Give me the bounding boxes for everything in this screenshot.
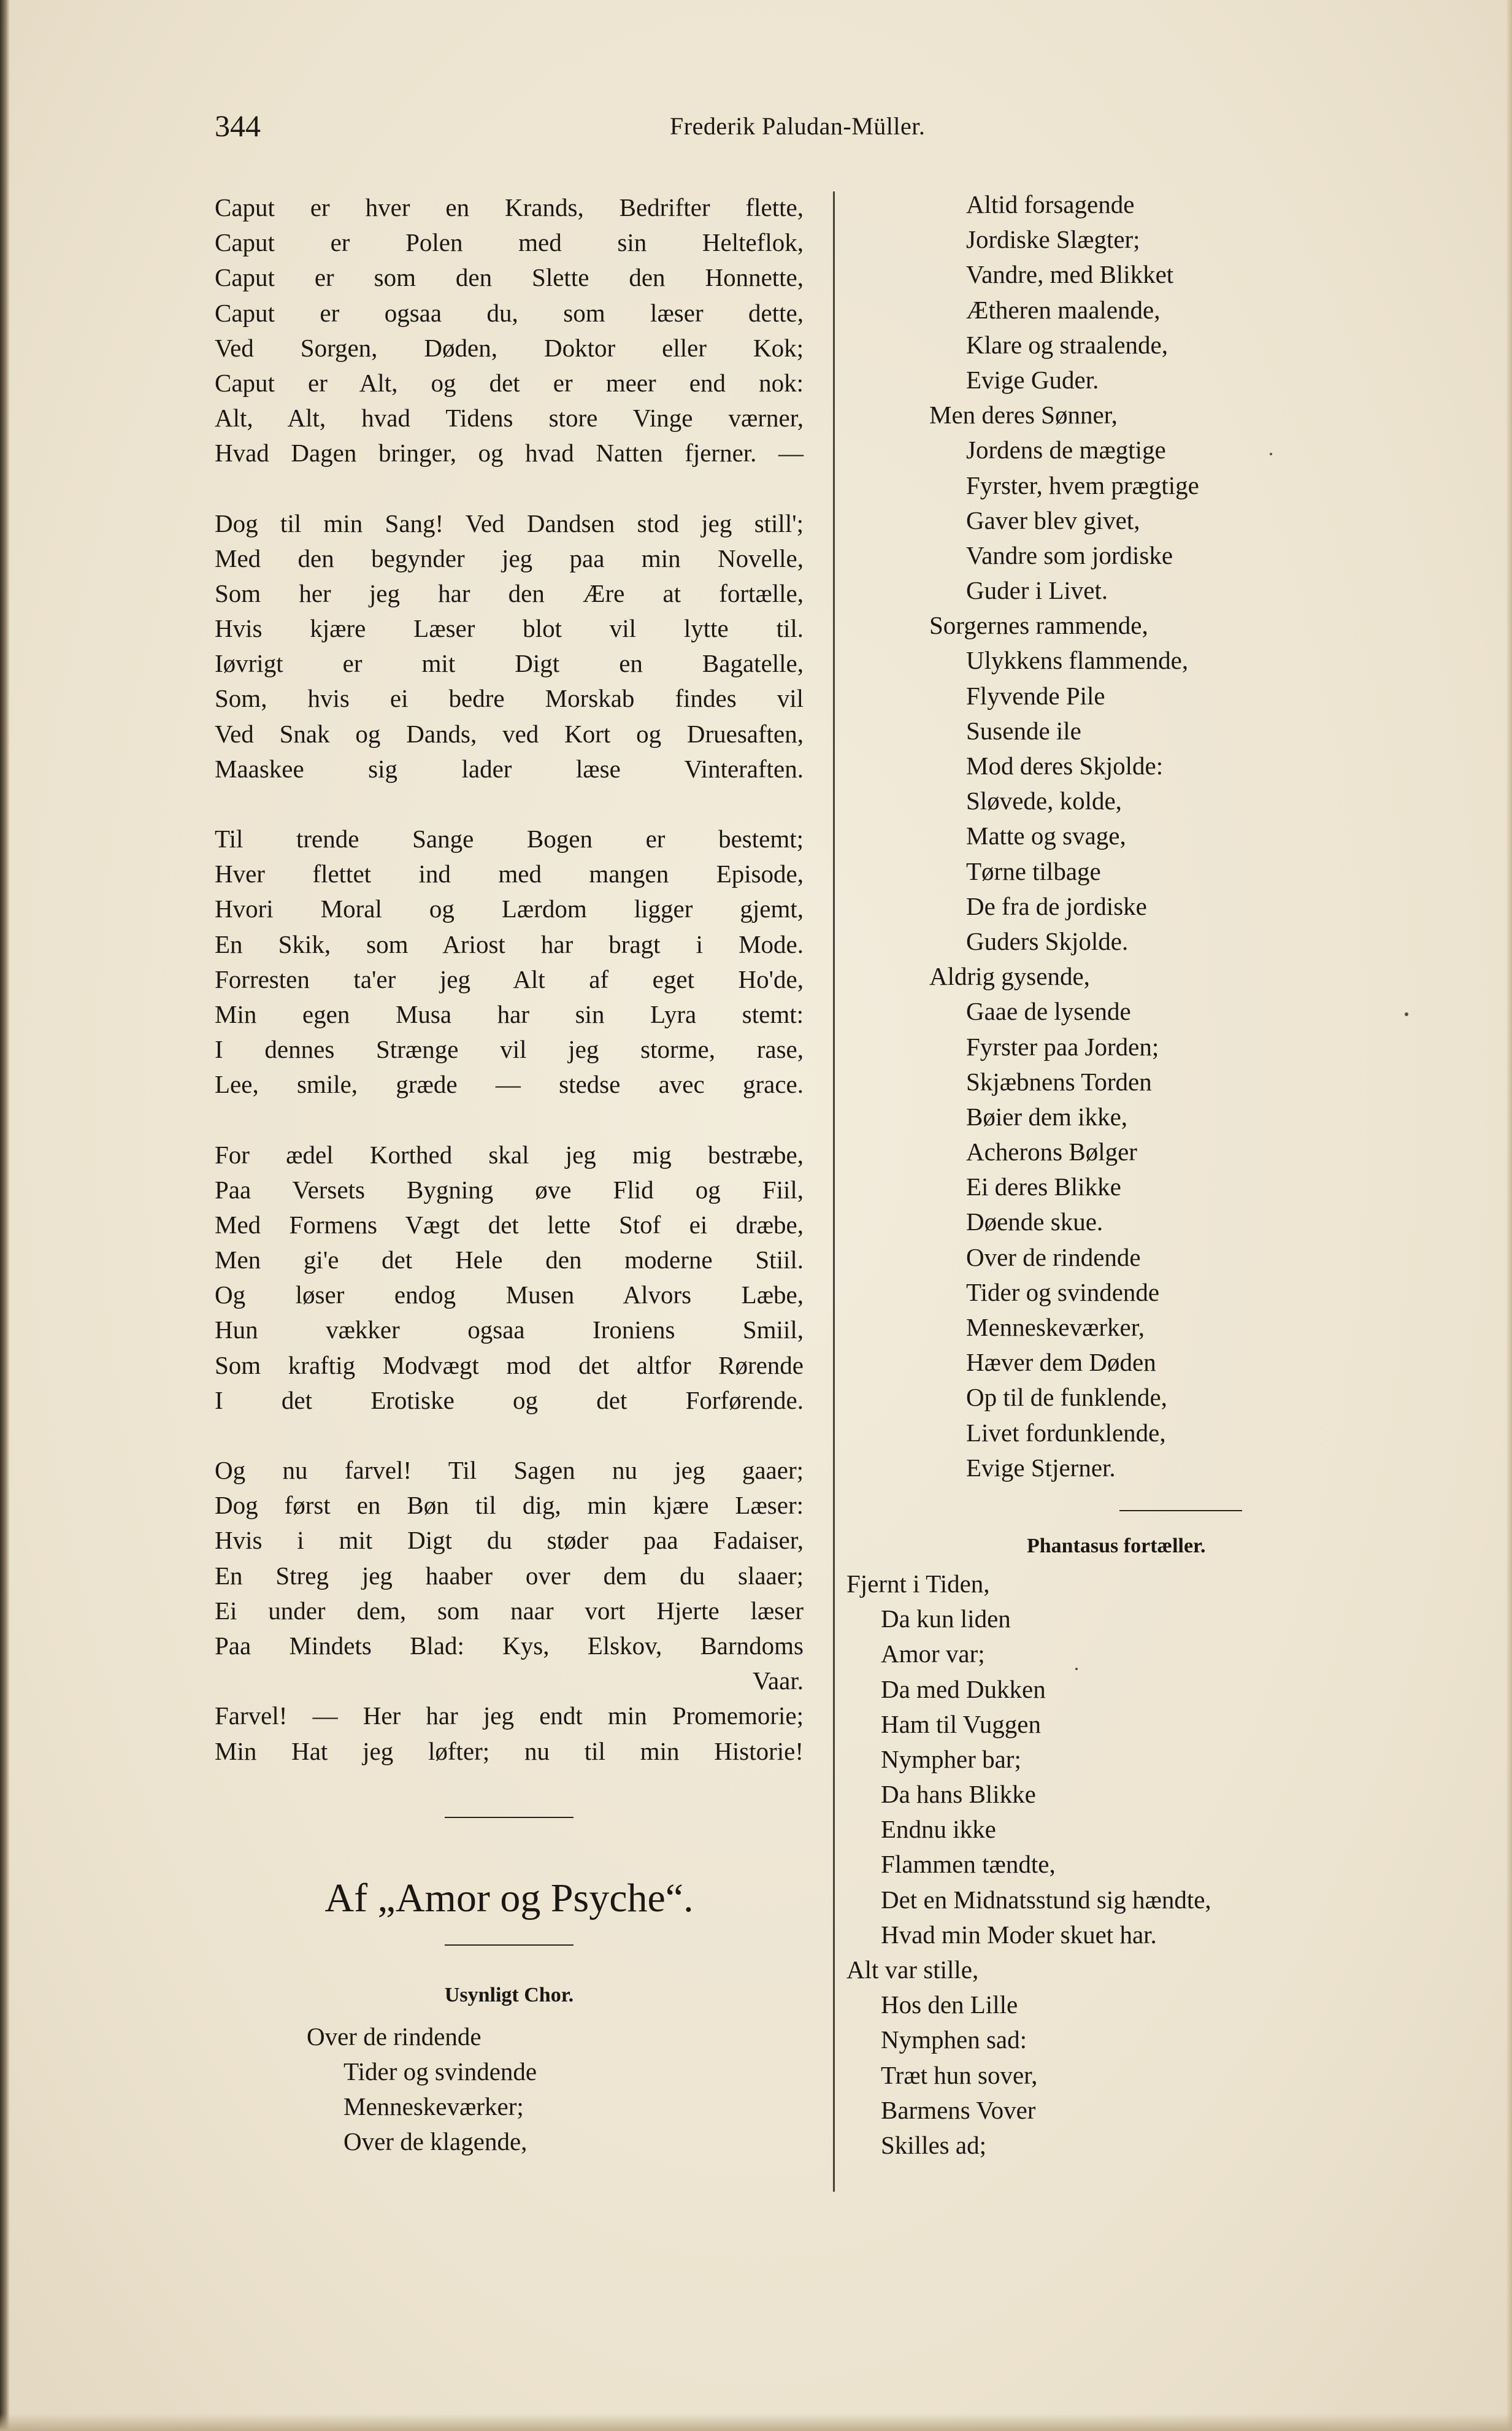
verse-line: Sorgernes rammende,	[929, 611, 1148, 640]
verse-line: Dog først en Bøn til dig, min kjære Læser:	[215, 1491, 804, 1520]
verse-line: Evige Guder.	[966, 365, 1099, 394]
verse-line: Skilles ad;	[881, 2130, 986, 2159]
verse-line: Over de rindende	[966, 1242, 1141, 1271]
verse-line: Altid forsagende	[966, 190, 1135, 218]
verse-line: Caput er Polen med sin Helteflok,	[215, 228, 804, 257]
verse-line: Alt var stille,	[846, 1955, 979, 1984]
paper-speck	[1405, 1012, 1408, 1016]
verse-line: En Skik, som Ariost har bragt i Mode.	[215, 930, 804, 958]
verse-line: Tørne tilbage	[966, 857, 1101, 885]
verse-line: Vandre som jordiske	[966, 541, 1173, 569]
stanza	[215, 190, 804, 471]
chor-verse	[215, 2019, 804, 2160]
verse-line: Caput er Alt, og det er meer end nok:	[215, 368, 804, 397]
verse-line: Hun vækker ogsaa Ironiens Smiil,	[215, 1316, 804, 1344]
verse-line: De fra de jordiske	[966, 892, 1147, 920]
final-stanza-lines	[215, 1453, 804, 1663]
paper-speck	[1075, 1668, 1078, 1670]
verse-line: Guder i Livet.	[966, 576, 1108, 605]
page-left-edge-shadow	[0, 0, 10, 2431]
verse-line: Hvori Moral og Lærdom ligger gjemt,	[215, 895, 804, 923]
verse-line: Fjernt i Tiden,	[846, 1569, 990, 1598]
verse-line: Hvad Dagen bringer, og hvad Natten fjerner. —	[215, 439, 804, 468]
right-column	[846, 187, 1460, 2163]
verse-line: Skjæbnens Torden	[966, 1067, 1152, 1096]
verse-line: Vandre, med Blikket	[966, 260, 1174, 289]
verse-line: Træt hun sover,	[881, 2060, 1038, 2089]
verse-line: Men gi'e det Hele den moderne Stiil.	[215, 1246, 804, 1274]
verse-line: Klare og straalende,	[966, 330, 1168, 359]
verse-line: Men deres Sønner,	[929, 401, 1118, 430]
verse-line: Da kun liden	[881, 1605, 1011, 1633]
page-number: 344	[215, 109, 261, 143]
verse-line: Med den begynder jeg paa min Novelle,	[215, 544, 804, 572]
verse-line: Hvis kjære Læser blot vil lytte til.	[215, 614, 804, 643]
verse-line: Og løser endog Musen Alvors Læbe,	[215, 1281, 804, 1309]
verse-line: Susende ile	[966, 716, 1081, 745]
verse-line: Min egen Musa har sin Lyra stemt:	[215, 1000, 804, 1028]
verse-line: En Streg jeg haaber over dem du slaaer;	[215, 1561, 804, 1590]
verse-line: Som kraftig Modvægt mod det altfor Rørende	[215, 1350, 804, 1379]
verse-line: Over de klagende,	[343, 2127, 528, 2156]
verse-line: Iøvrigt er mit Digt en Bagatelle,	[215, 649, 804, 678]
verse-line: Farvel! — Her har jeg endt min Promemorie;	[215, 1701, 804, 1730]
running-head: Frederik Paludan-Müller.	[670, 112, 926, 140]
verse-line: Nympher bar;	[881, 1744, 1021, 1773]
verse-line: Ved Snak og Dands, ved Kort og Druesaften,	[215, 719, 804, 748]
verse-line: Min Hat jeg løfter; nu til min Historie!	[215, 1736, 804, 1765]
verse-line: Da med Dukken	[881, 1674, 1046, 1703]
stanza	[215, 822, 804, 1103]
verse-line: Nymphen sad:	[881, 2025, 1027, 2054]
verse-line: Caput er som den Slette den Honnette,	[215, 263, 804, 292]
verse-line: Hvis i mit Digt du støder paa Fadaiser,	[215, 1526, 804, 1555]
page-bottom-edge	[0, 2414, 1512, 2431]
verse-line: Maaskee sig lader læse Vinteraften.	[215, 754, 804, 783]
verse-line: Ei under dem, som naar vort Hjerte læser	[215, 1596, 804, 1625]
verse-line: Og nu farvel! Til Sagen nu jeg gaaer;	[215, 1456, 804, 1484]
verse-line: Dog til min Sang! Ved Dandsen stod jeg still';	[215, 509, 804, 537]
verse-line: Menneskeværker;	[343, 2092, 524, 2121]
verse-line: I det Erotiske og det Forførende.	[215, 1385, 804, 1414]
phantasus-heading: Phantasus fortæller.	[1027, 1534, 1206, 1557]
verse-line: Ham til Vuggen	[881, 1709, 1041, 1738]
verse-line: Flammen tændte,	[881, 1850, 1056, 1879]
paper-speck	[1270, 453, 1272, 455]
section-title: Af „Amor og Psyche“.	[324, 1875, 694, 1921]
verse-line: Ulykkens flammende,	[966, 646, 1189, 675]
verse-line: Fyrster paa Jorden;	[966, 1032, 1159, 1061]
verse-line: Acherons Bølger	[966, 1138, 1137, 1166]
verse-line: Med Formens Vægt det lette Stof ei dræbe,	[215, 1210, 804, 1239]
verse-line: Lee, smile, græde — stedse avec grace.	[215, 1070, 804, 1099]
verse-line: Forresten ta'er jeg Alt af eget Ho'de,	[215, 965, 804, 993]
verse-line: Aldrig gysende,	[929, 962, 1090, 991]
verse-line: Som her jeg har den Ære at fortælle,	[215, 579, 804, 607]
verse-line: Sløvede, kolde,	[966, 787, 1122, 815]
verse-line: Op til de funklende,	[966, 1383, 1167, 1412]
verse-line: Alt, Alt, hvad Tidens store Vinge værner,	[215, 404, 804, 433]
final-stanza-closing-lines	[215, 1698, 804, 1768]
verse-turnover: Vaar.	[752, 1666, 804, 1695]
verse-line: Over de rindende	[307, 2022, 482, 2051]
verse-line: Gaver blev givet,	[966, 506, 1140, 534]
verse-line: Caput er ogsaa du, som læser dette,	[215, 298, 804, 327]
phantasus-verse	[846, 1566, 1460, 2163]
verse-line: Menneskeværker,	[966, 1313, 1145, 1341]
verse-line: Bøier dem ikke,	[966, 1102, 1128, 1131]
verse-line: Guders Skjolde.	[966, 927, 1129, 955]
verse-line: Tider og svindende	[343, 2057, 537, 2086]
verse-line: Flyvende Pile	[966, 681, 1105, 710]
verse-line: Fyrster, hvem prægtige	[966, 471, 1199, 499]
verse-line: Jordens de mægtige	[966, 436, 1166, 464]
verse-line: Til trende Sange Bogen er bestemt;	[215, 825, 804, 853]
verse-line: Da hans Blikke	[881, 1780, 1036, 1809]
verse-line: Hæver dem Døden	[966, 1348, 1156, 1377]
verse-line: Det en Midnatsstund sig hændte,	[881, 1885, 1211, 1914]
verse-line: Paa Mindets Blad: Kys, Elskov, Barndoms	[215, 1631, 804, 1660]
verse-line: For ædel Korthed skal jeg mig bestræbe,	[215, 1140, 804, 1169]
verse-line: Caput er hver en Krands, Bedrifter flette,	[215, 193, 804, 222]
verse-line: Mod deres Skjolde:	[966, 752, 1164, 780]
verse-line: Livet fordunklende,	[966, 1418, 1166, 1447]
verse-line: Endnu ikke	[881, 1815, 996, 1844]
verse-line: Hvad min Moder skuet har.	[881, 1920, 1157, 1949]
verse-line: Jordiske Slægter;	[966, 225, 1140, 254]
page-right-edge	[1506, 0, 1512, 2431]
verse-line: Ei deres Blikke	[966, 1173, 1121, 1201]
left-column	[215, 190, 804, 2159]
verse-line: I dennes Strænge vil jeg storme, rase,	[215, 1035, 804, 1064]
chor-heading: Usynligt Chor.	[444, 1983, 574, 2006]
final-stanza	[215, 1453, 804, 1769]
ottava-rima-stanzas	[215, 190, 804, 1418]
verse-line: Døende skue.	[966, 1208, 1103, 1236]
verse-line: Hos den Lille	[881, 1990, 1018, 2019]
verse-line: Matte og svage,	[966, 822, 1126, 850]
verse-line: Paa Versets Bygning øve Flid og Fiil,	[215, 1175, 804, 1204]
verse-line: Ved Sorgen, Døden, Doktor eller Kok;	[215, 333, 804, 362]
verse-line: Barmens Vover	[881, 2095, 1036, 2124]
verse-line: Tider og svindende	[966, 1277, 1160, 1306]
verse-line: Hver flettet ind med mangen Episode,	[215, 860, 804, 888]
stanza	[215, 1138, 804, 1419]
verse-line: Som, hvis ei bedre Morskab findes vil	[215, 684, 804, 713]
column-divider	[833, 191, 835, 2192]
verse-line: Evige Stjerner.	[966, 1453, 1116, 1482]
verse-line: Ætheren maalende,	[966, 295, 1161, 324]
verse-line: Amor var;	[881, 1639, 985, 1668]
stanza	[215, 506, 804, 787]
verse-line: Gaae de lysende	[966, 997, 1131, 1026]
chor-verse-continued	[846, 187, 1460, 1485]
